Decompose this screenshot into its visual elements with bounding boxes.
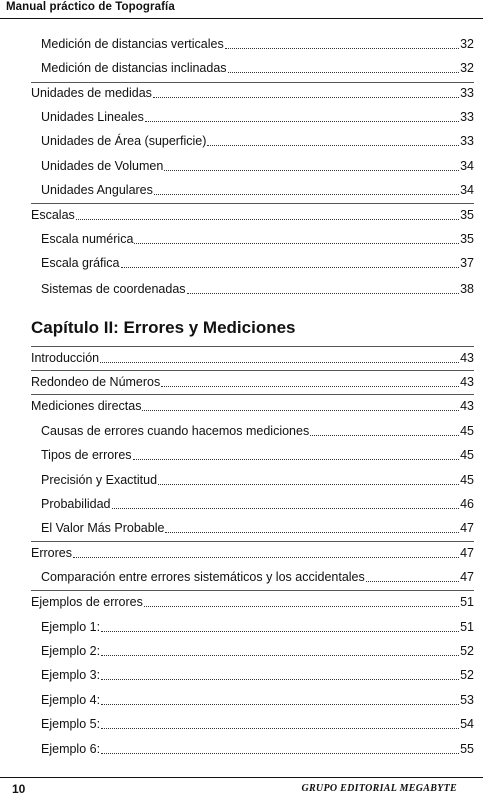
toc-entry xyxy=(41,643,474,659)
toc-entry-label: Medición de distancias inclinadas xyxy=(41,61,227,75)
dot-leader xyxy=(142,400,459,411)
page-header-title: Manual práctico de Topografía xyxy=(6,1,175,13)
toc-entry xyxy=(31,207,474,223)
toc-entry xyxy=(31,594,474,610)
toc-entry-page: 45 xyxy=(460,424,474,438)
header-rule xyxy=(0,18,483,19)
toc-entry-label: Unidades Angulares xyxy=(41,183,153,197)
dot-leader xyxy=(101,669,459,680)
toc-entry-label: Ejemplos de errores xyxy=(31,595,143,609)
toc-entry-page: 46 xyxy=(460,497,474,511)
toc-entry-page: 32 xyxy=(460,61,474,75)
footer-page-number: 10 xyxy=(12,782,26,796)
toc-entry-label: Ejemplo 3: xyxy=(41,668,101,682)
dot-leader xyxy=(101,621,459,632)
toc-entry xyxy=(41,133,474,149)
dot-leader xyxy=(133,449,459,460)
toc-entry-page: 33 xyxy=(460,86,474,100)
dot-leader xyxy=(76,209,459,220)
separator-line xyxy=(31,82,474,83)
toc-entry-page: 45 xyxy=(460,448,474,462)
dot-leader xyxy=(144,596,459,607)
toc-entry-label: Redondeo de Números xyxy=(31,375,161,389)
footer-publisher: GRUPO EDITORIAL MEGABYTE xyxy=(301,783,457,794)
toc-entry-label: Errores xyxy=(31,546,72,560)
dot-leader xyxy=(121,257,459,268)
toc-entry xyxy=(41,36,474,52)
toc-entry-page: 43 xyxy=(460,351,474,365)
chapter-title: Capítulo II: Errores y Mediciones xyxy=(31,318,296,337)
toc-entry-page: 47 xyxy=(460,570,474,584)
toc-entry xyxy=(31,85,474,101)
dot-leader xyxy=(153,87,459,98)
toc-entry-page: 53 xyxy=(460,693,474,707)
toc-entry xyxy=(41,692,474,708)
toc-entry xyxy=(41,520,474,536)
toc-entry-label: Escala gráfica xyxy=(41,256,120,270)
toc-entry-label: Unidades de Volumen xyxy=(41,159,164,173)
toc-entry-page: 51 xyxy=(460,620,474,634)
separator-line xyxy=(31,203,474,204)
footer-rule xyxy=(0,777,483,778)
toc-entry xyxy=(31,398,474,414)
dot-leader xyxy=(228,62,459,73)
toc-entry-page: 32 xyxy=(460,37,474,51)
toc-entry-label: Ejemplo 2: xyxy=(41,644,101,658)
toc-entry xyxy=(41,667,474,683)
toc-entry xyxy=(41,447,474,463)
toc-entry xyxy=(41,158,474,174)
toc-entry-page: 35 xyxy=(460,232,474,246)
dot-leader xyxy=(134,233,459,244)
toc-entry-page: 54 xyxy=(460,717,474,731)
toc-entry-page: 43 xyxy=(460,399,474,413)
toc-entry xyxy=(41,60,474,76)
toc-entry xyxy=(41,472,474,488)
toc-entry xyxy=(41,255,474,271)
toc-entry-page: 51 xyxy=(460,595,474,609)
dot-leader xyxy=(154,184,459,195)
toc-entry xyxy=(31,545,474,561)
dot-leader xyxy=(73,547,459,558)
dot-leader xyxy=(158,474,459,485)
dot-leader xyxy=(164,160,459,171)
dot-leader xyxy=(101,645,459,656)
dot-leader xyxy=(112,498,460,509)
toc-entry xyxy=(41,182,474,198)
dot-leader xyxy=(187,283,459,294)
dot-leader xyxy=(165,522,459,533)
toc-entry-label: Comparación entre errores sistemáticos y los accidentales xyxy=(41,570,365,584)
toc-entry-label: Unidades de medidas xyxy=(31,86,152,100)
toc-entry-label: Ejemplo 5: xyxy=(41,717,101,731)
toc-entry xyxy=(41,619,474,635)
toc-entry-label: Unidades de Área (superficie) xyxy=(41,134,207,148)
toc-entry-page: 47 xyxy=(460,546,474,560)
toc-entry-page: 52 xyxy=(460,668,474,682)
dot-leader xyxy=(101,694,459,705)
toc-entry-page: 33 xyxy=(460,134,474,148)
toc-entry-label: Unidades Lineales xyxy=(41,110,144,124)
separator-line xyxy=(31,590,474,591)
toc-entry-label: Tipos de errores xyxy=(41,448,132,462)
toc-entry xyxy=(41,569,474,585)
toc-entry-label: Medición de distancias verticales xyxy=(41,37,224,51)
toc-entry-page: 55 xyxy=(460,742,474,756)
dot-leader xyxy=(100,352,459,363)
toc-entry xyxy=(41,496,474,512)
separator-line xyxy=(31,370,474,371)
toc-entry-label: Escala numérica xyxy=(41,232,134,246)
toc-entry xyxy=(31,350,474,366)
toc-entry-label: El Valor Más Probable xyxy=(41,521,165,535)
toc-entry-page: 38 xyxy=(460,282,474,296)
toc-entry-label: Introducción xyxy=(31,351,100,365)
toc-entry-page: 37 xyxy=(460,256,474,270)
toc-entry xyxy=(41,423,474,439)
toc-entry xyxy=(41,281,474,297)
dot-leader xyxy=(145,111,459,122)
toc-entry-page: 45 xyxy=(460,473,474,487)
toc-entry-page: 35 xyxy=(460,208,474,222)
dot-leader xyxy=(101,743,459,754)
toc-entry xyxy=(41,741,474,757)
toc-entry-label: Ejemplo 4: xyxy=(41,693,101,707)
toc-entry-label: Sistemas de coordenadas xyxy=(41,282,186,296)
dot-leader xyxy=(207,135,459,146)
toc-entry-label: Ejemplo 1: xyxy=(41,620,101,634)
toc-entry-label: Ejemplo 6: xyxy=(41,742,101,756)
dot-leader xyxy=(101,718,459,729)
toc-entry-page: 34 xyxy=(460,183,474,197)
separator-line xyxy=(31,346,474,347)
dot-leader xyxy=(225,38,459,49)
toc-entry xyxy=(41,716,474,732)
dot-leader xyxy=(161,376,459,387)
dot-leader xyxy=(366,571,459,582)
toc-entry-page: 47 xyxy=(460,521,474,535)
toc-entry-page: 52 xyxy=(460,644,474,658)
toc-entry-label: Mediciones directas xyxy=(31,399,142,413)
toc-entry xyxy=(41,231,474,247)
separator-line xyxy=(31,394,474,395)
toc-entry-label: Precisión y Exactitud xyxy=(41,473,158,487)
toc-entry-label: Probabilidad xyxy=(41,497,111,511)
separator-line xyxy=(31,541,474,542)
toc-entry-page: 43 xyxy=(460,375,474,389)
toc-entry-label: Escalas xyxy=(31,208,75,222)
toc-entry xyxy=(41,109,474,125)
dot-leader xyxy=(310,425,459,436)
toc-entry-label: Causas de errores cuando hacemos mediciones xyxy=(41,424,310,438)
toc-entry xyxy=(31,374,474,390)
toc-entry-page: 33 xyxy=(460,110,474,124)
toc-entry-page: 34 xyxy=(460,159,474,173)
